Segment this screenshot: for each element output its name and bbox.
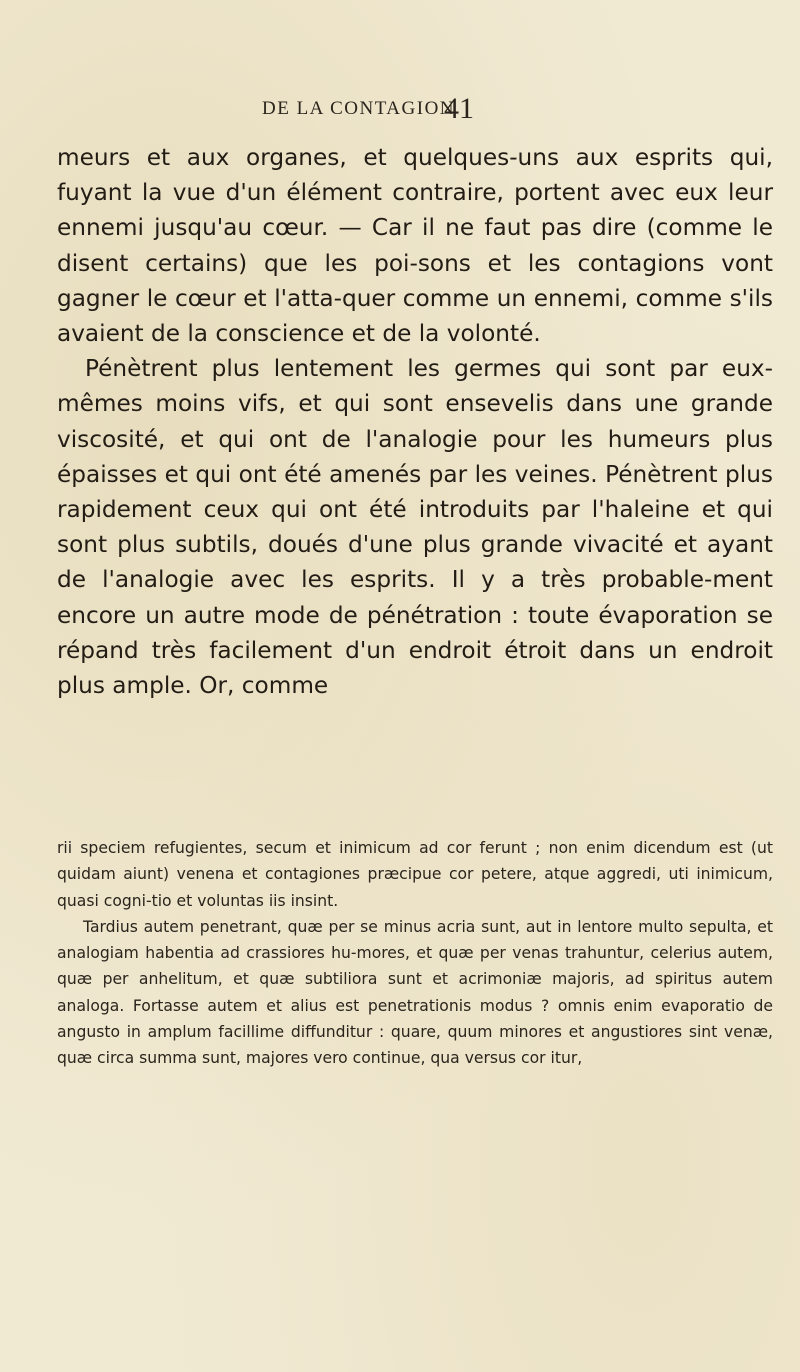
latin-paragraph: rii speciem refugientes, secum et inimicum ad cor ferunt ; non enim dicendum est (ut quidam aiunt) venena et contagiones præcipue cor petere, atque aggredi, uti inimicum, quasi cogni-tio et voluntas iis insint. xyxy=(57,839,773,910)
french-translation-text xyxy=(57,140,773,703)
page-number: 41 xyxy=(444,92,474,125)
french-paragraph: Pénètrent plus lentement les germes qui sont par eux-mêmes moins vifs, et qui sont ensevelis dans une grande viscosité, et qui ont de l'analogie pour les humeurs plus épaisses et qui ont été amenés par les veines. Pénètrent plus rapidement ceux qui ont été introduits par l'haleine et qui sont plus subtils, doués d'une plus grande vivacité et ayant de l'analogie avec les esprits. Il y a très probable-ment encore un autre mode de pénétration : toute évaporation se répand très facilement d'un endroit étroit dans un endroit plus ample. Or, comme xyxy=(57,355,773,700)
running-title: DE LA CONTAGION xyxy=(262,98,456,119)
latin-original-text xyxy=(57,835,773,1072)
french-paragraph: meurs et aux organes, et quelques-uns aux esprits qui, fuyant la vue d'un élément contraire, portent avec eux leur ennemi jusqu'au cœur. — Car il ne faut pas dire (comme le disent certains) que les poi-sons et les contagions vont gagner le cœur et l'atta-quer comme un ennemi, comme s'ils avaient de la conscience et de la volonté. xyxy=(57,144,773,348)
latin-paragraph: Tardius autem penetrant, quæ per se minus acria sunt, aut in lentore multo sepulta, et analogiam habentia ad crassiores hu-mores, et quæ per venas trahuntur, celerius autem, quæ per anhelitum, et quæ subtiliora sunt et acrimoniæ majoris, ad spiritus autem analoga. Fortasse autem et alius est penetrationis modus ? omnis enim evaporatio de angusto in amplum facillime diffunditur : quare, quum minores et angustiores sint venæ, quæ circa summa sunt, majores vero continue, qua versus cor itur, xyxy=(57,917,773,1068)
page-header xyxy=(0,92,800,132)
